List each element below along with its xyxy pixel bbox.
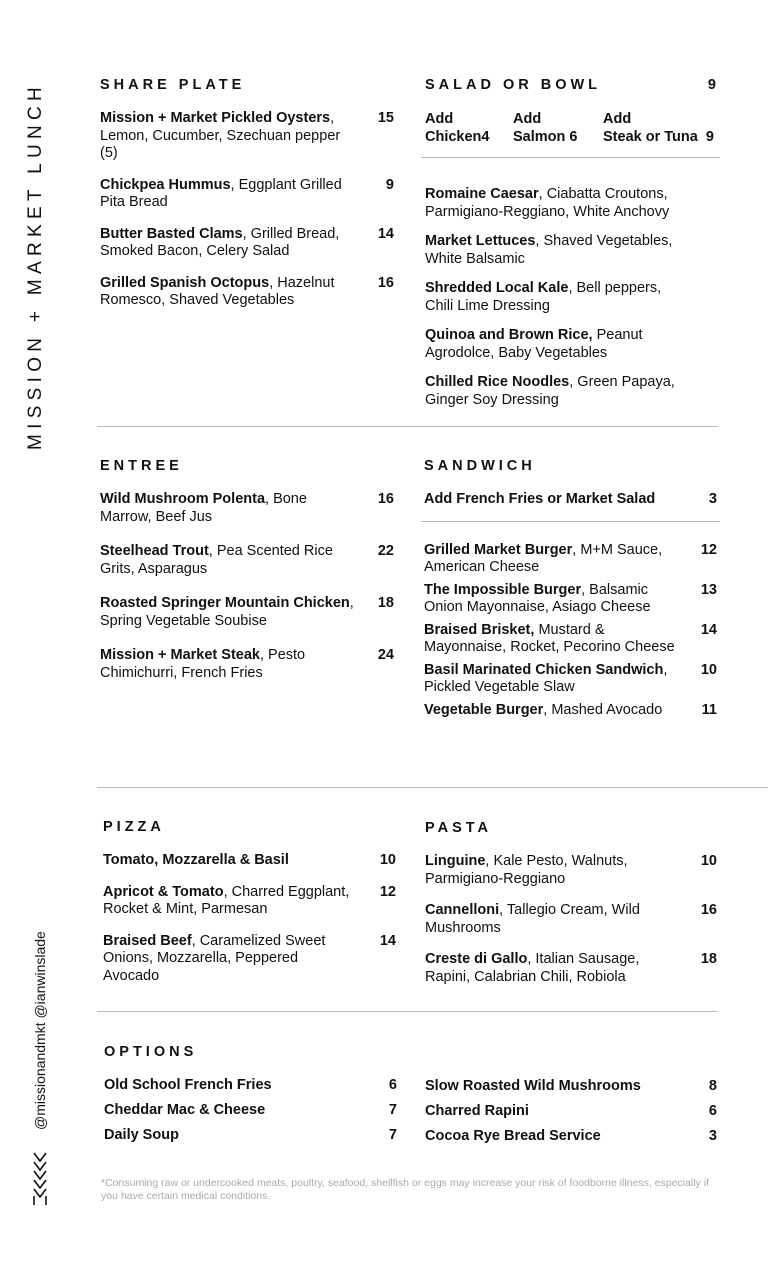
item-name: Daily Soup bbox=[104, 1127, 179, 1143]
menu-item bbox=[424, 542, 717, 577]
section-sandwich bbox=[424, 458, 717, 724]
item-description: , Tallegio Cream, Wild Mushrooms bbox=[425, 902, 640, 936]
menu-item bbox=[425, 853, 717, 888]
menu-item bbox=[100, 110, 394, 163]
menu-item bbox=[424, 582, 717, 617]
item-price: 3 bbox=[708, 1128, 717, 1144]
item-name: Grilled Market Burger bbox=[424, 541, 573, 558]
item-name: Vegetable Burger bbox=[424, 701, 544, 718]
menu-item bbox=[100, 226, 394, 261]
item-name: Old School French Fries bbox=[104, 1077, 272, 1093]
section-title: SANDWICH bbox=[424, 458, 536, 474]
social-handles: @missionandmkt @ianwinslade bbox=[32, 931, 48, 1130]
item-price: 12 bbox=[379, 883, 396, 900]
item-price: 15 bbox=[377, 110, 394, 126]
item-description: , Caramelized Sweet Onions, Mozzarella, Peppered Avocado bbox=[103, 932, 326, 984]
menu-item bbox=[425, 233, 718, 268]
menu-item bbox=[424, 622, 717, 657]
option-item bbox=[104, 1077, 397, 1102]
item-name: Tomato, Mozzarella & Basil bbox=[103, 852, 289, 868]
item-name: Creste di Gallo bbox=[425, 951, 528, 967]
section-title: OPTIONS bbox=[104, 1044, 198, 1060]
item-price: 9 bbox=[385, 176, 394, 193]
add-protein-options bbox=[425, 110, 718, 146]
chevron-logo-icon bbox=[33, 1152, 47, 1206]
menu-item bbox=[425, 327, 718, 362]
menu-item bbox=[103, 933, 396, 986]
menu-item bbox=[425, 374, 718, 409]
item-description: , Mashed Avocado bbox=[543, 701, 663, 718]
item-name: Linguine bbox=[425, 853, 486, 869]
item-price: 8 bbox=[708, 1078, 717, 1094]
add-option: Add Steak or Tuna 9 bbox=[603, 111, 714, 145]
item-name: Cheddar Mac & Cheese bbox=[104, 1102, 266, 1118]
item-description: , Hazelnut Romesco, Shaved Vegetables bbox=[100, 274, 335, 308]
divider bbox=[97, 787, 768, 788]
item-price: 7 bbox=[388, 1127, 397, 1143]
option-item bbox=[425, 1103, 717, 1128]
option-item bbox=[104, 1127, 397, 1152]
item-price: 12 bbox=[700, 541, 717, 558]
item-name: Chilled Rice Noodles bbox=[425, 374, 570, 390]
item-price: 18 bbox=[377, 595, 394, 611]
section-salad-or-bowl bbox=[425, 77, 718, 421]
section-options bbox=[104, 1044, 397, 1152]
item-name: Charred Rapini bbox=[425, 1103, 529, 1119]
section-title: SALAD OR BOWL bbox=[425, 77, 602, 93]
divider bbox=[421, 157, 720, 158]
section-pizza bbox=[103, 819, 396, 999]
item-price: 22 bbox=[377, 543, 394, 559]
item-description: Peanut Agrodolce, Baby Vegetables bbox=[425, 327, 643, 361]
item-description: , Shaved Vegetables, White Balsamic bbox=[425, 233, 673, 267]
item-description: , Bone Marrow, Beef Jus bbox=[100, 491, 307, 525]
item-name: Basil Marinated Chicken Sandwich bbox=[424, 661, 664, 678]
item-name: Cannelloni bbox=[425, 902, 500, 918]
item-price: 16 bbox=[377, 274, 394, 291]
menu-item bbox=[100, 275, 394, 310]
item-name: Braised Brisket, bbox=[424, 621, 535, 638]
item-price: 24 bbox=[377, 647, 394, 663]
item-name: Cocoa Rye Bread Service bbox=[425, 1128, 601, 1144]
item-name: Romaine Caesar bbox=[425, 186, 539, 202]
menu-item bbox=[424, 662, 717, 697]
disclaimer: *Consuming raw or undercooked meats, poultry, seafood, shellfish or eggs may increase your risk of foodborne illness, especially if you have certain medical conditions. bbox=[101, 1177, 709, 1202]
menu-item bbox=[425, 902, 717, 937]
item-description: , Pesto Chimichurri, French Fries bbox=[100, 647, 306, 681]
item-price: 10 bbox=[700, 661, 717, 678]
item-price: 16 bbox=[377, 491, 394, 507]
add-option: Add Chicken4 bbox=[425, 111, 490, 145]
item-description: , Ciabatta Croutons, Parmigiano-Reggiano, White Anchovy bbox=[425, 186, 670, 220]
item-description: Mustard & Mayonnaise, Rocket, Pecorino Cheese bbox=[424, 621, 675, 655]
item-description: , Pea Scented Rice Grits, Asparagus bbox=[100, 543, 333, 577]
item-name: Roasted Springer Mountain Chicken bbox=[100, 595, 350, 611]
item-name: Mission + Market Pickled Oysters bbox=[100, 110, 331, 126]
item-name: Butter Basted Clams bbox=[100, 225, 243, 242]
item-description: , Pickled Vegetable Slaw bbox=[424, 661, 668, 695]
section-pasta bbox=[425, 820, 717, 1000]
item-description: , Grilled Bread, Smoked Bacon, Celery Salad bbox=[100, 225, 340, 259]
item-description: , Charred Eggplant, Rocket & Mint, Parmesan bbox=[103, 883, 350, 917]
item-price: 14 bbox=[700, 621, 717, 638]
divider bbox=[421, 521, 720, 522]
section-title: PASTA bbox=[425, 820, 492, 836]
item-price: 14 bbox=[377, 225, 394, 242]
item-name: Slow Roasted Wild Mushrooms bbox=[425, 1078, 641, 1094]
menu-item bbox=[100, 595, 394, 630]
item-name: Apricot & Tomato bbox=[103, 883, 224, 900]
item-price: 13 bbox=[700, 581, 717, 598]
menu-item bbox=[100, 647, 394, 682]
option-item bbox=[425, 1078, 717, 1103]
item-description: , Kale Pesto, Walnuts, Parmigiano-Reggiano bbox=[425, 853, 628, 887]
item-price: 18 bbox=[700, 951, 717, 967]
section-options-right bbox=[425, 1078, 717, 1153]
menu-item bbox=[103, 884, 396, 919]
item-name: Wild Mushroom Polenta bbox=[100, 491, 266, 507]
item-description: , Spring Vegetable Soubise bbox=[100, 595, 354, 629]
menu-item bbox=[100, 543, 394, 578]
menu-title: MISSION + MARKET LUNCH bbox=[25, 81, 46, 450]
add-option: Add Salmon 6 bbox=[513, 111, 578, 145]
item-description: , Lemon, Cucumber, Szechuan pepper (5) bbox=[100, 110, 341, 161]
item-name: Steelhead Trout bbox=[100, 543, 209, 559]
item-description: , M+M Sauce, American Cheese bbox=[424, 541, 663, 575]
section-title: PIZZA bbox=[103, 819, 165, 835]
item-name: Mission + Market Steak bbox=[100, 647, 260, 663]
item-description: , Balsamic Onion Mayonnaise, Asiago Cheese bbox=[424, 581, 651, 615]
item-price: 6 bbox=[388, 1077, 397, 1093]
menu-item bbox=[425, 280, 718, 315]
section-title: ENTREE bbox=[100, 458, 183, 474]
item-name: Market Lettuces bbox=[425, 233, 536, 249]
item-description: , Eggplant Grilled Pita Bread bbox=[100, 176, 342, 210]
menu-item bbox=[425, 951, 717, 986]
option-item bbox=[104, 1102, 397, 1127]
item-price: 7 bbox=[388, 1102, 397, 1118]
divider bbox=[97, 1011, 718, 1012]
item-name: Grilled Spanish Octopus bbox=[100, 274, 270, 291]
section-price: 9 bbox=[707, 77, 716, 93]
item-price: 6 bbox=[708, 1103, 717, 1119]
section-title: SHARE PLATE bbox=[100, 77, 246, 93]
item-description: , Bell peppers, Chili Lime Dressing bbox=[425, 280, 662, 314]
item-name: The Impossible Burger bbox=[424, 581, 582, 598]
item-price: 10 bbox=[379, 852, 396, 868]
menu-item bbox=[100, 491, 394, 526]
item-description: , Italian Sausage, Rapini, Calabrian Chili, Robiola bbox=[425, 951, 640, 985]
section-entree bbox=[100, 458, 394, 699]
item-description: , Green Papaya, Ginger Soy Dressing bbox=[425, 374, 675, 408]
menu-item bbox=[425, 186, 718, 221]
item-price: 11 bbox=[701, 701, 717, 718]
menu-item bbox=[424, 702, 717, 720]
menu-item bbox=[100, 177, 394, 212]
item-price: 16 bbox=[700, 902, 717, 918]
item-name: Shredded Local Kale bbox=[425, 280, 569, 296]
item-name: Quinoa and Brown Rice, bbox=[425, 327, 593, 343]
sandwich-add-on: Add French Fries or Market Salad 3 bbox=[424, 491, 717, 507]
item-price: 14 bbox=[379, 932, 396, 949]
item-name: Chickpea Hummus bbox=[100, 176, 231, 193]
menu-item bbox=[103, 852, 396, 870]
item-name: Braised Beef bbox=[103, 932, 192, 949]
divider bbox=[97, 426, 718, 427]
item-price: 10 bbox=[700, 853, 717, 869]
option-item bbox=[425, 1128, 717, 1153]
section-share-plate bbox=[100, 77, 394, 324]
